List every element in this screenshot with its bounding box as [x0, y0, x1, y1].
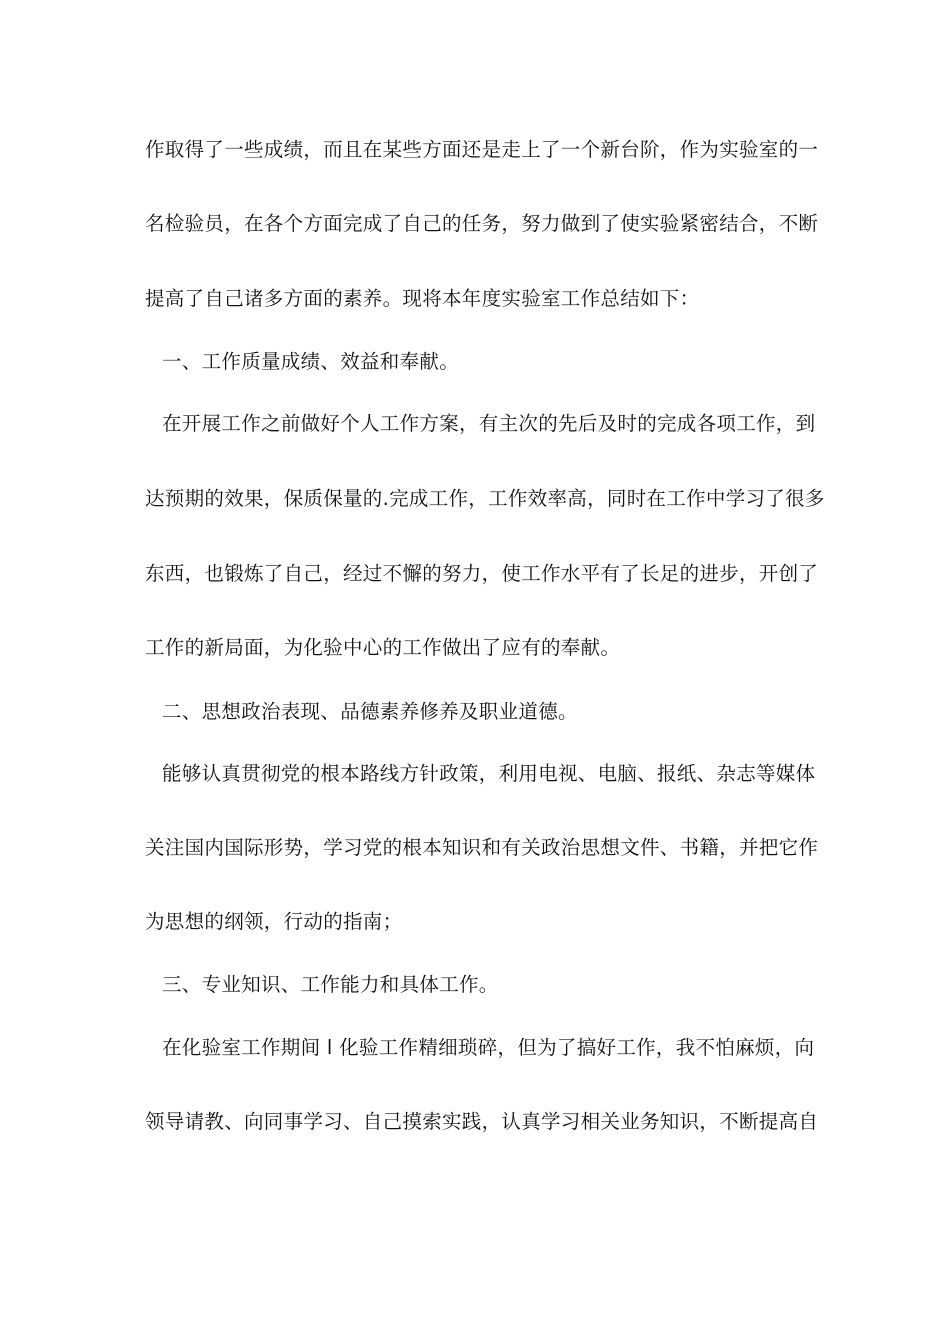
paragraph-line: 东西，也锻炼了自己，经过不懈的努力，使工作水平有了长足的进步，开创了 — [145, 562, 819, 585]
paragraph-line: 达预期的效果，保质保量的.完成工作，工作效率高，同时在工作中学习了很多 — [145, 487, 825, 510]
section-heading: 二、思想政治表现、品德素养修养及职业道德。 — [162, 700, 578, 723]
section-heading: 三、专业知识、工作能力和具体工作。 — [162, 973, 499, 996]
paragraph-line: 作取得了一些成绩，而且在某些方面还是走上了一个新台阶，作为实验室的一 — [145, 138, 819, 161]
paragraph-line: 关注国内国际形势，学习党的根本知识和有关政治思想文件、书籍，并把它作 — [145, 836, 819, 859]
paragraph-line: 领导请教、向同事学习、自己摸索实践，认真学习相关业务知识，不断提高自 — [145, 1110, 819, 1133]
paragraph-line: 在化验室工作期间 l 化验工作精细琐碎，但为了搞好工作，我不怕麻烦，向 — [162, 1036, 815, 1059]
paragraph-line: 在开展工作之前做好个人工作方案，有主次的先后及时的完成各项工作，到 — [162, 412, 816, 435]
paragraph-line: 名检验员，在各个方面完成了自己的任务，努力做到了使实验紧密结合，不断 — [145, 212, 819, 235]
section-heading: 一、工作质量成绩、效益和奉献。 — [162, 350, 460, 373]
paragraph-line: 提高了自己诸多方面的素养。现将本年度实验室工作总结如下： — [145, 287, 700, 310]
paragraph-line: 能够认真贯彻党的根本路线方针政策，利用电视、电脑、报纸、杂志等媒体 — [162, 762, 816, 785]
paragraph-line: 为思想的纲领，行动的指南； — [145, 910, 403, 933]
paragraph-line: 工作的新局面，为化验中心的工作做出了应有的奉献。 — [145, 636, 621, 659]
